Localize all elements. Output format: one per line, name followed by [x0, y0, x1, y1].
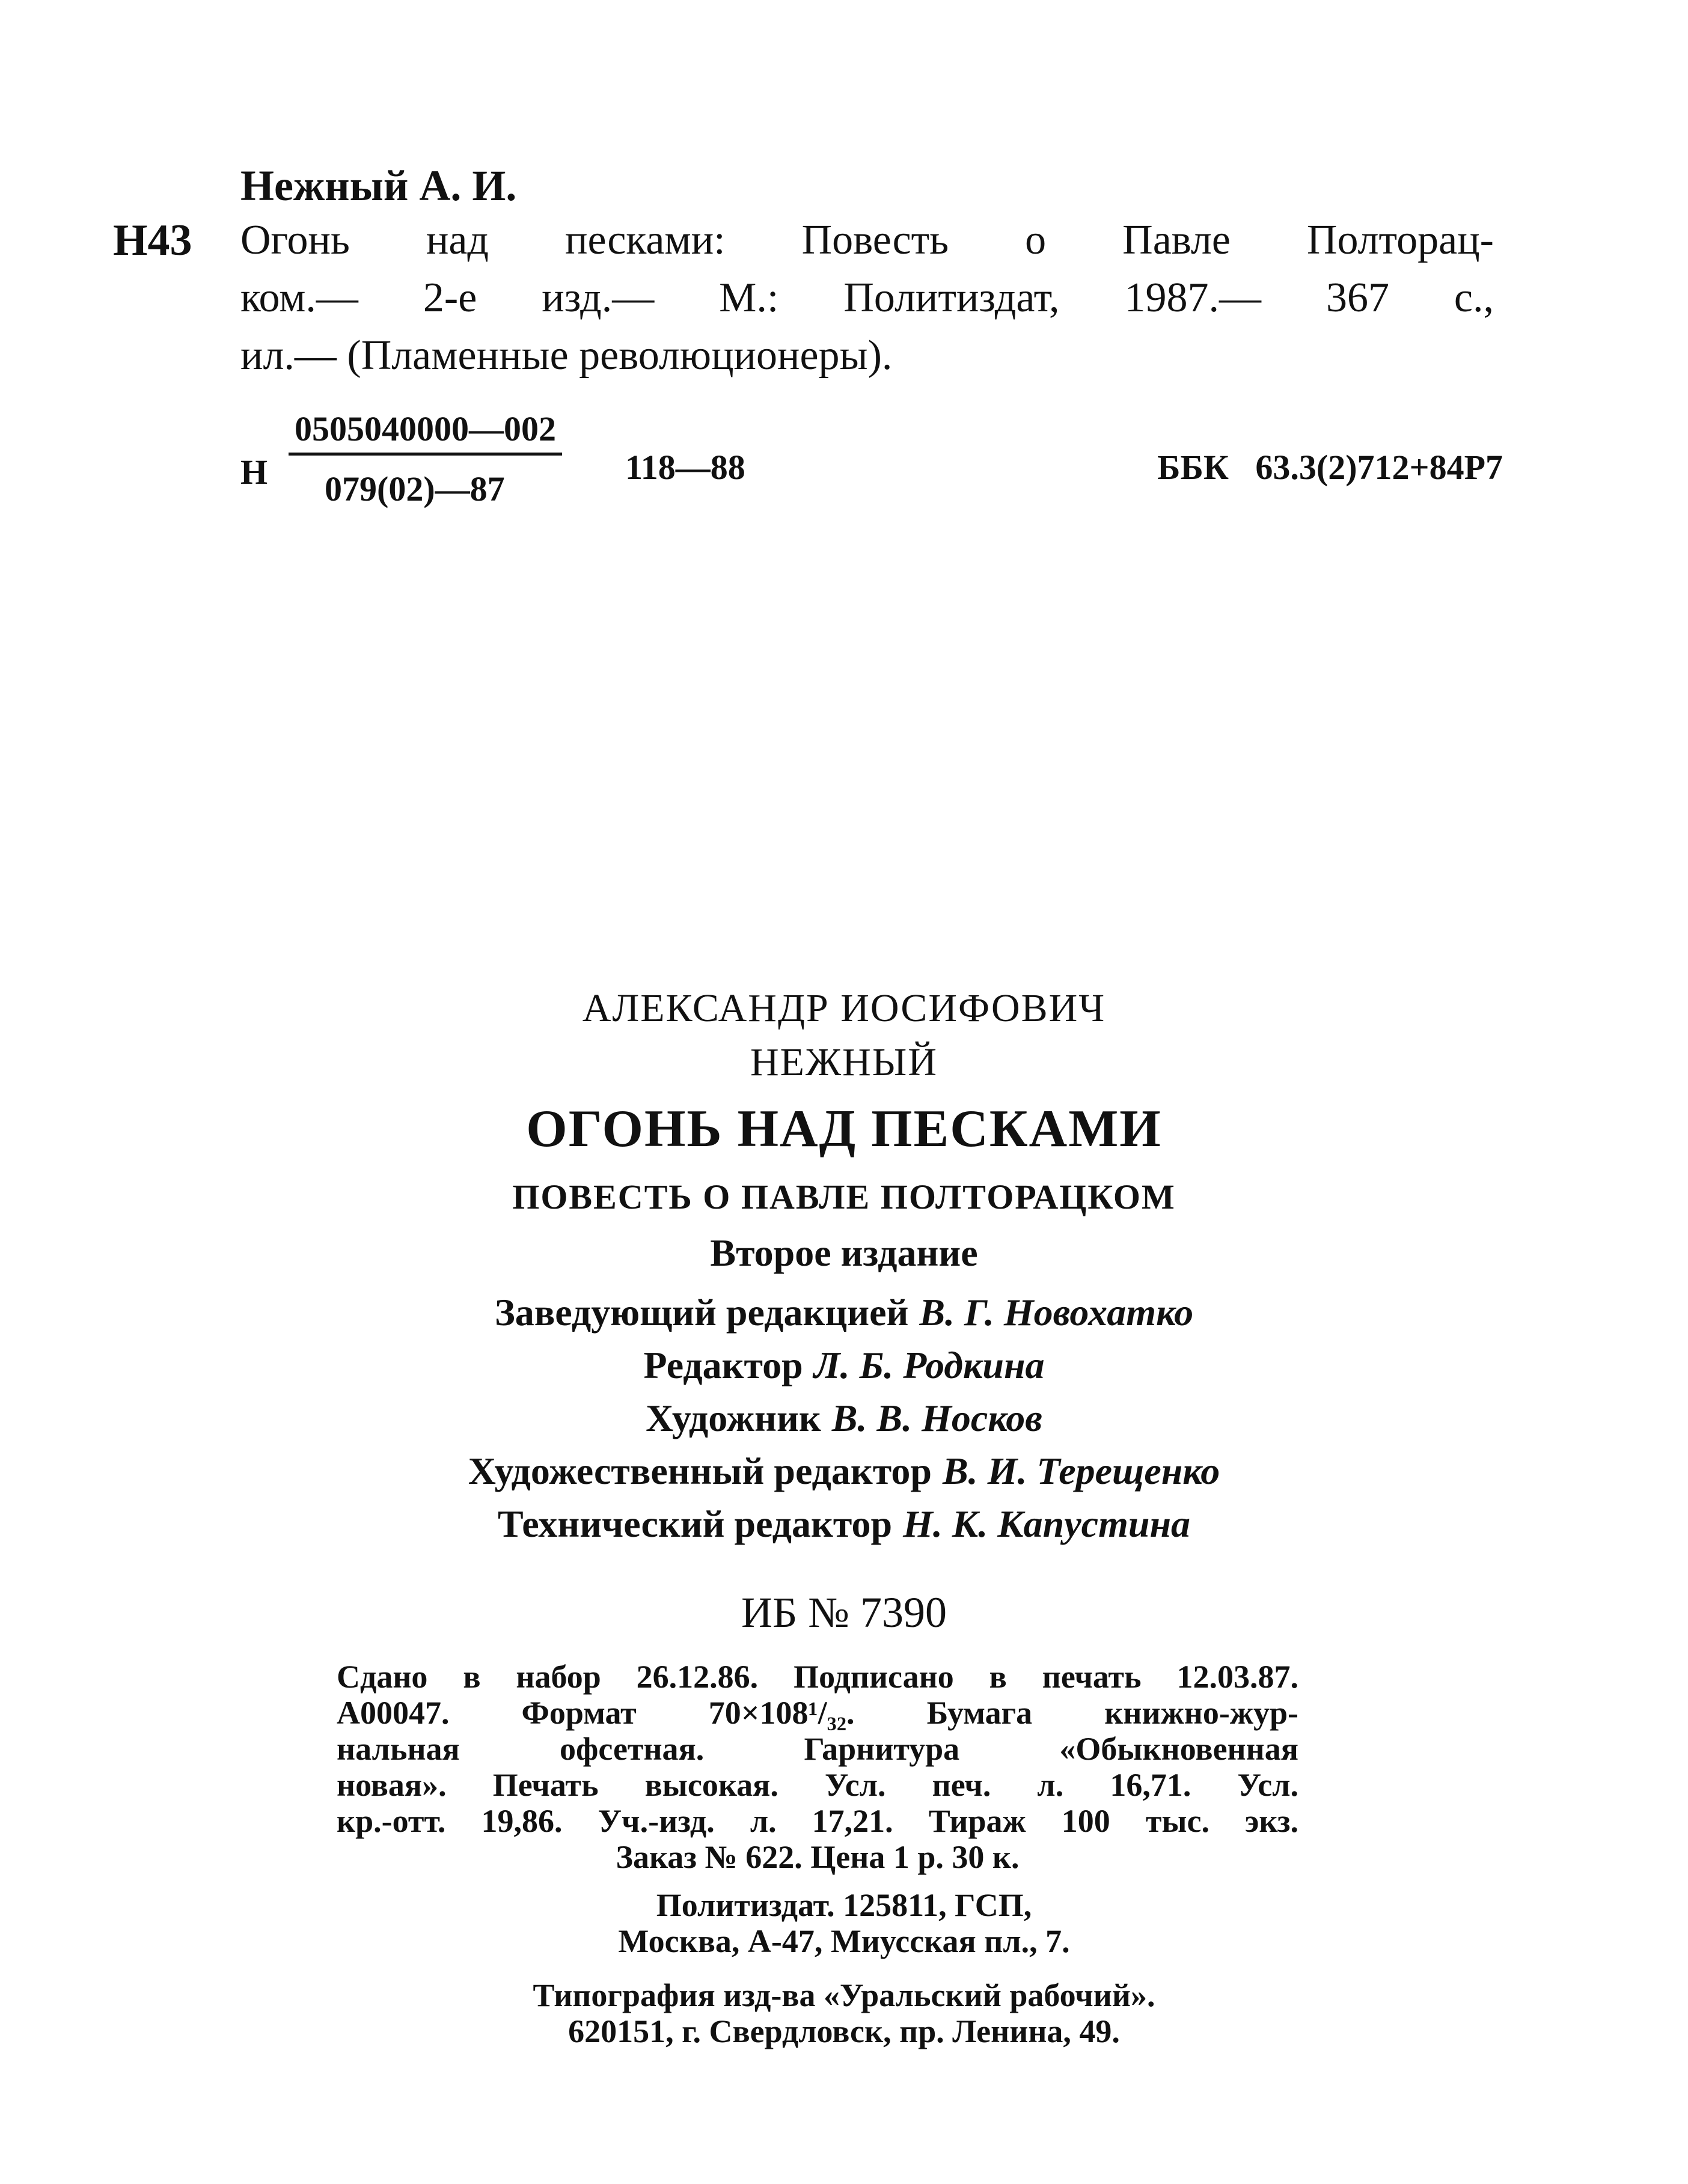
credit-role: Художник: [646, 1397, 821, 1439]
author-full-name: АЛЕКСАНДР ИОСИФОВИЧ: [582, 986, 1106, 1030]
bbk-classification: ББК 63.3(2)712+84Р7: [1157, 448, 1503, 487]
credit-line: [0, 1445, 1688, 1498]
catalog-description: [240, 212, 1494, 385]
index-tail: 118—88: [625, 448, 745, 487]
imprint-line: новая». Печать высокая. Усл. печ. л. 16,71. Усл.: [337, 1767, 1298, 1803]
index-denominator: 079(02)—87: [325, 469, 505, 508]
credit-line: [0, 1392, 1688, 1445]
credit-person: Н. К. Капустина: [903, 1502, 1190, 1545]
catalog-call-code: Н43: [113, 216, 192, 265]
publisher-address: [0, 1887, 1688, 1959]
credit-person: В. Г. Новохатко: [919, 1291, 1194, 1334]
imprint-line: Заказ № 622. Цена 1 р. 30 к.: [616, 1839, 1020, 1875]
catalog-description-line: Огонь над песками: Повесть о Павле Полторац-: [240, 217, 1494, 263]
credit-line: [0, 1498, 1688, 1551]
credit-person: В. И. Терещенко: [942, 1450, 1220, 1492]
credit-role: Заведующий редакцией: [494, 1291, 909, 1334]
imprint-line: Сдано в набор 26.12.86. Подписано в печать 12.03.87.: [337, 1659, 1298, 1695]
printer-line: 620151, г. Свердловск, пр. Ленина, 49.: [568, 2013, 1120, 2049]
index-numerator: 0505040000—002: [289, 409, 562, 456]
catalog-description-line: ил.— (Пламенные революционеры).: [240, 332, 893, 379]
credit-line: [0, 1286, 1688, 1339]
catalog-description-line: ком.— 2-е изд.— М.: Политиздат, 1987.— 367 с.,: [240, 275, 1494, 321]
credit-person: Л. Б. Родкина: [813, 1344, 1045, 1386]
book-title: ОГОНЬ НАД ПЕСКАМИ: [526, 1100, 1162, 1158]
imprint-line: нальная офсетная. Гарнитура «Обыкновенная: [337, 1731, 1298, 1767]
imprint-line: кр.-отт. 19,86. Уч.-изд. л. 17,21. Тираж 100 тыс. экз.: [337, 1803, 1298, 1839]
publisher-line: Политиздат. 125811, ГСП,: [656, 1887, 1032, 1923]
credits-list: [0, 1286, 1688, 1551]
catalog-index-block: [240, 409, 1503, 529]
catalog-author-heading: Нежный А. И.: [240, 162, 517, 210]
credit-line: [0, 1339, 1688, 1392]
ib-number: ИБ № 7390: [741, 1588, 947, 1636]
edition-note: Второе издание: [710, 1231, 978, 1274]
printer-address: [0, 1977, 1688, 2049]
imprint-line: А00047. Формат 70×108¹/₃₂. Бумага книжно-жур-: [337, 1695, 1298, 1731]
credit-role: Технический редактор: [498, 1502, 893, 1545]
credit-role: Художественный редактор: [468, 1450, 932, 1492]
author-surname: НЕЖНЫЙ: [750, 1040, 938, 1084]
index-letter: Н: [240, 453, 268, 492]
publisher-line: Москва, А-47, Миусская пл., 7.: [618, 1923, 1070, 1959]
credit-person: В. В. Носков: [831, 1397, 1042, 1439]
book-subtitle: ПОВЕСТЬ О ПАВЛЕ ПОЛТОРАЦКОМ: [512, 1177, 1176, 1216]
credit-role: Редактор: [643, 1344, 803, 1386]
printer-line: Типография изд-ва «Уральский рабочий».: [533, 1977, 1155, 2013]
imprint-block: [337, 1659, 1298, 1875]
